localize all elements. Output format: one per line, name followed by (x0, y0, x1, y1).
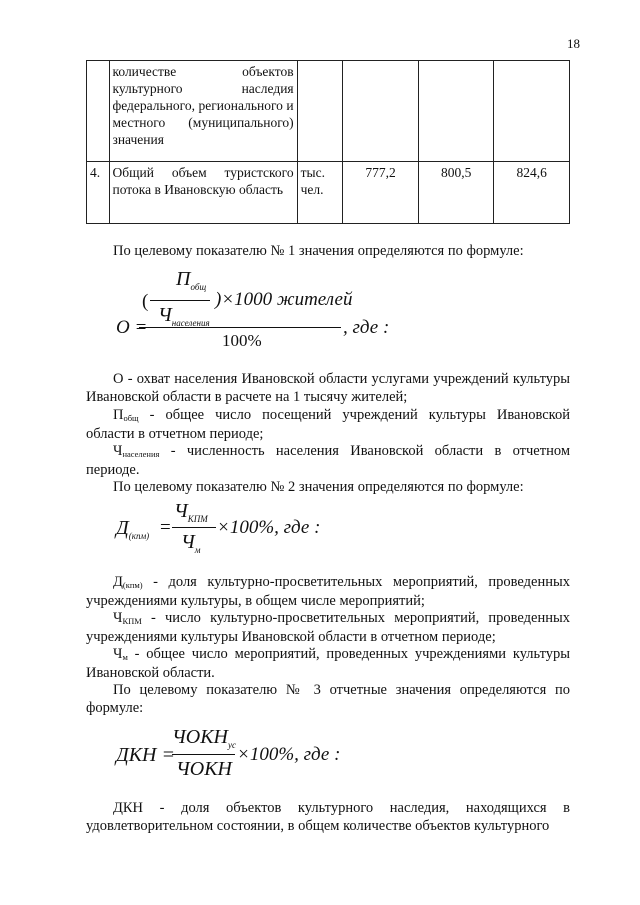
table-cell-value: 824,6 (494, 162, 570, 224)
formula-1-denominator: 100% (222, 331, 262, 350)
formula-3-fraction-bar (172, 754, 235, 755)
symbol-chk: Ч (113, 610, 123, 626)
symbol-ch: Ч (113, 443, 123, 459)
symbol-d-sub: (кпм) (122, 580, 143, 590)
paragraph-indicator-2: По целевому показателю № 2 значения определяются по формуле: (113, 479, 524, 495)
formula-2-fraction-bar (172, 527, 216, 528)
formula-1-mult: )×1000 жителей (215, 289, 353, 310)
definition-chk (86, 609, 570, 646)
indicator-table (86, 60, 570, 224)
definition-o: О - охват населения Ивановской области услугами учреждений культуры Ивановской области в расчете на 1 тысячу жителей; (86, 371, 570, 405)
formula-1-lhs: О = (116, 317, 148, 338)
symbol-chm: Ч (113, 646, 123, 662)
formula-1-open: ( (142, 291, 149, 312)
symbol-p-sub: общ (123, 413, 139, 423)
paragraph-indicator-3: По целевому показателю № 3 отчетные значения определяются по формуле: (86, 682, 570, 716)
formula-3-num-sub: ус (227, 740, 236, 750)
table-cell-value: 777,2 (343, 162, 419, 224)
symbol-chm-sub: м (122, 652, 128, 662)
paragraph-indicator-1: По целевому показателю № 1 значения определяются по формуле: (113, 243, 524, 259)
formula-2-tail: ×100%, где : (217, 517, 321, 538)
table-cell-value: 800,5 (418, 162, 494, 224)
formula-2-lhs: Д (116, 517, 129, 539)
table-cell-unit: тыс. чел. (297, 162, 343, 224)
symbol-ch-sub: населения (122, 449, 160, 459)
symbol-p: П (113, 407, 124, 423)
definition-ch (86, 442, 570, 479)
formula-3-lhs: ДКН = (116, 744, 175, 766)
table-cell-value (494, 61, 570, 162)
definition-p-text: - общее число посещений учреждений культуры Ивановской области в отчетном периоде; (86, 407, 570, 442)
formula-1-inner-fraction-bar (150, 300, 210, 301)
definition-p (86, 406, 570, 443)
definition-d (86, 573, 570, 610)
table-cell-value (343, 61, 419, 162)
formula-1-den: Ч (158, 304, 172, 326)
table-row (87, 162, 570, 224)
formula-2-num-sub: КПМ (187, 514, 208, 524)
table-cell-name: Общий объем туристского потока в Ивановскую область (109, 162, 297, 224)
formula-2-eq: = (160, 517, 171, 538)
definition-chm (86, 645, 570, 682)
formula-2-den: Ч (181, 531, 195, 553)
formula-2-den-sub: м (194, 545, 201, 555)
formula-1-den-sub: населения (171, 318, 210, 328)
formula-1-tail: , где : (343, 317, 390, 338)
formula-2-lhs-sub: (кпм) (128, 531, 150, 541)
definition-chm-text: - общее число мероприятий, проведенных учреждениями культуры Ивановской области. (86, 646, 570, 681)
table-cell-value (418, 61, 494, 162)
definition-dkn: ДКН - доля объектов культурного наследия, находящихся в удовлетворительном состоянии, в общем количестве объектов культурного (86, 800, 570, 834)
definition-ch-text: - численность населения Ивановской области в отчетном периоде. (86, 443, 570, 478)
definition-chk-text: - число культурно-просветительных мероприятий, проведенных учреждениями культуры Ивановской области в отчетном периоде; (86, 610, 570, 645)
formula-1-num-sub: общ (190, 282, 207, 292)
definition-d-text: - доля культурно-просветительных мероприятий, проведенных учреждениями культуры, в общем числе мероприятий; (86, 574, 570, 609)
formula-1-num: П (176, 268, 191, 290)
table-cell-number (87, 61, 110, 162)
formula-3-den: ЧОКН (176, 758, 232, 780)
table-cell-number: 4. (87, 162, 110, 224)
formula-3-num: ЧОКН (172, 726, 228, 748)
symbol-d: Д (113, 574, 123, 590)
page-number: 18 (567, 36, 580, 51)
table-cell-name: количестве объектов культурного наследия федерального, регионального и местного (муниципального) значения (109, 61, 297, 162)
table-row (87, 61, 570, 162)
formula-2-num: Ч (174, 500, 188, 522)
formula-3-tail: ×100%, где : (237, 744, 341, 765)
table-cell-unit (297, 61, 343, 162)
formula-1-main-fraction-bar (139, 327, 341, 328)
symbol-chk-sub: КПМ (122, 616, 142, 626)
